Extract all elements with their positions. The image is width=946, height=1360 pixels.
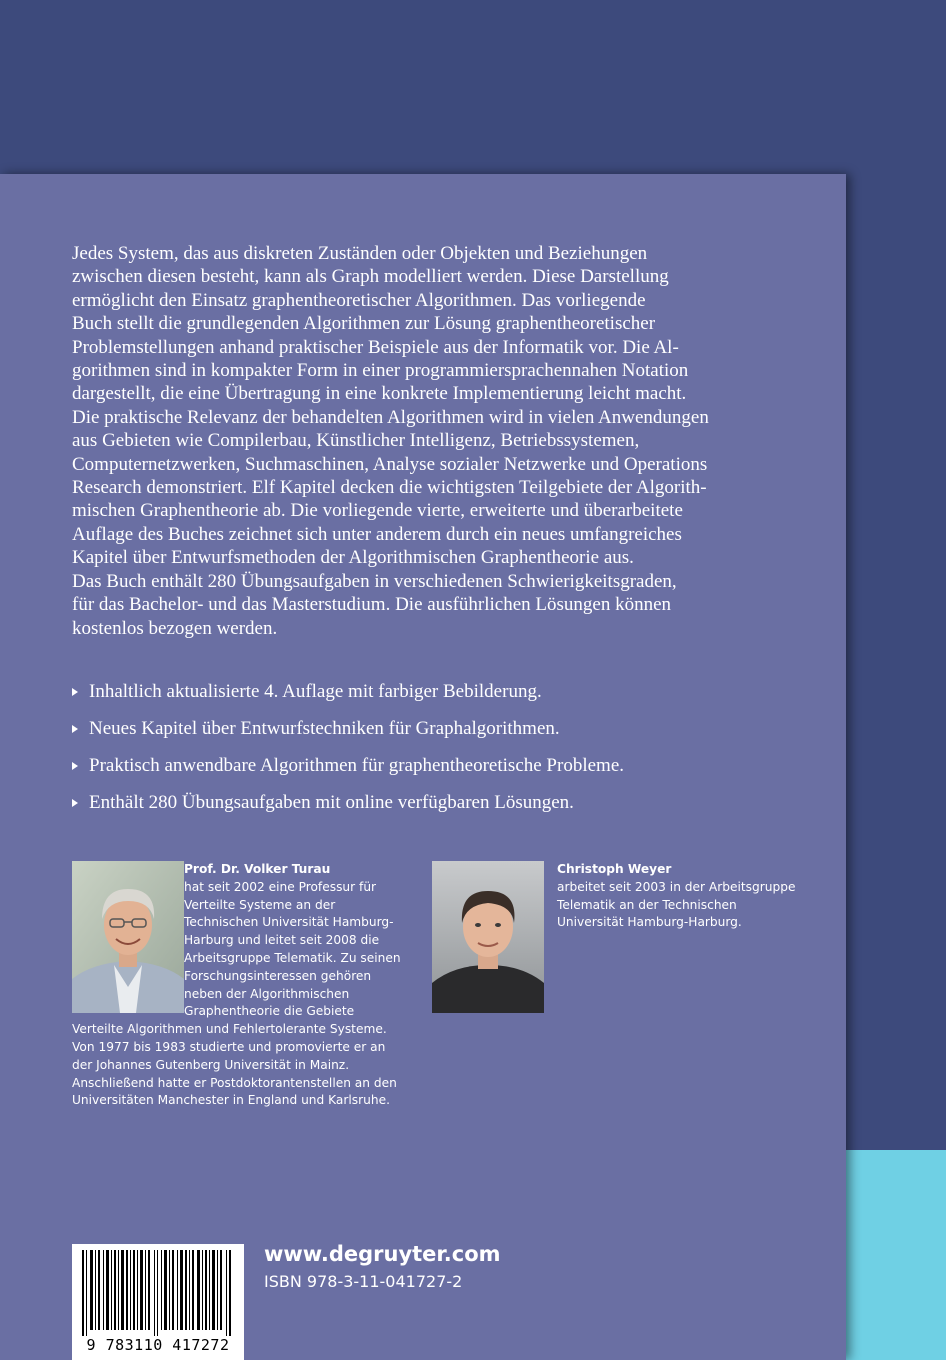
- feature-list: [72, 680, 812, 828]
- author-bio: hat seit 2002 eine Professur für Verteilte Systeme an der Technischen Universität Hamburg-Harburg und leitet seit 2008 die Arbeitsgruppe Telematik. Zu seinen Forschungsinteressen gehören neben der Algorithmischen Graphentheorie die Gebiete Verteilte Algorithmen und Fehlertolerante Systeme. Von 1977 bis 1983 studierte und promovierte er an der Johannes Gutenberg Universität in Mainz. Anschließend hatte er Postdoktorantenstellen an den Universitäten Manchester in England und Karlsruhe.: [72, 879, 401, 1108]
- author-name: Christoph Weyer: [557, 862, 672, 876]
- author-name: Prof. Dr. Volker Turau: [184, 862, 331, 876]
- bullet-triangle-icon: [72, 799, 78, 807]
- publisher-website: www.degruyter.com: [264, 1242, 501, 1266]
- isbn-barcode: [72, 1244, 244, 1360]
- accent-strip: [846, 1150, 946, 1360]
- author-photo-weyer: [432, 861, 544, 1013]
- author-bio: arbeitet seit 2003 in der Arbeitsgruppe Telematik an der Technischen Universität Hamburg-Harburg.: [557, 879, 796, 930]
- isbn-text: ISBN 978-3-11-041727-2: [264, 1272, 463, 1291]
- feature-text: Praktisch anwendbare Algorithmen für graphentheoretische Probleme.: [89, 755, 624, 776]
- feature-item: [72, 680, 812, 717]
- feature-item: [72, 754, 812, 791]
- barcode-icon: [72, 1244, 244, 1336]
- feature-item: [72, 717, 812, 754]
- barcode-number: 9 783110 417272: [86, 1336, 230, 1354]
- photo-spacer: [72, 861, 184, 1017]
- book-blurb: Jedes System, das aus diskreten Zuständen oder Objekten und Beziehungen zwischen diesen besteht, kann als Graph modelliert werden. Diese Darstellung ermöglicht den Einsatz graphentheoretischer Algorithmen. Das vorliegende Buch stellt die grundlegenden Algorithmen zur Lösung graphentheoretischer Problemstellungen anhand praktischer Beispiele aus der Informatik vor. Die Al- gorithmen sind in kompakter Form in einer programmiersprachennahen Notation dargestellt, die eine Übertragung in eine konkrete Implementierung leicht macht. Die praktische Relevanz der behandelten Algorithmen wird in vielen Anwendungen aus Gebieten wie Compilerbau, Künstlicher Intelligenz, Betriebssystemen, Computernetzwerken, Suchmaschinen, Analyse sozialer Netzwerke und Operations Research demonstriert. Elf Kapitel decken die wichtigsten Teilgebiete der Algorith- mischen Graphentheorie ab. Die vorliegende vierte, erweiterte und überarbeitete Auflage des Buches zeichnet sich unter anderem durch ein neues umfangreiches Kapitel über Entwurfsmethoden der Algorithmischen Graphentheorie aus. Das Buch enthält 280 Übungsaufgaben in verschiedenen Schwierigkeitsgraden, für das Bachelor- und das Masterstudium. Die ausführlichen Lösungen können kostenlos bezogen werden.: [72, 243, 709, 639]
- bullet-triangle-icon: [72, 688, 78, 696]
- feature-text: Enthält 280 Übungsaufgaben mit online verfügbaren Lösungen.: [89, 792, 574, 813]
- feature-item: [72, 791, 812, 828]
- author-bio-turau: [72, 861, 402, 1110]
- bullet-triangle-icon: [72, 762, 78, 770]
- back-cover-panel: [0, 174, 846, 1360]
- author-bio-weyer: [557, 861, 807, 932]
- feature-text: Inhaltlich aktualisierte 4. Auflage mit farbiger Bebilderung.: [89, 681, 542, 702]
- feature-text: Neues Kapitel über Entwurfstechniken für Graphalgorithmen.: [89, 718, 560, 739]
- bullet-triangle-icon: [72, 725, 78, 733]
